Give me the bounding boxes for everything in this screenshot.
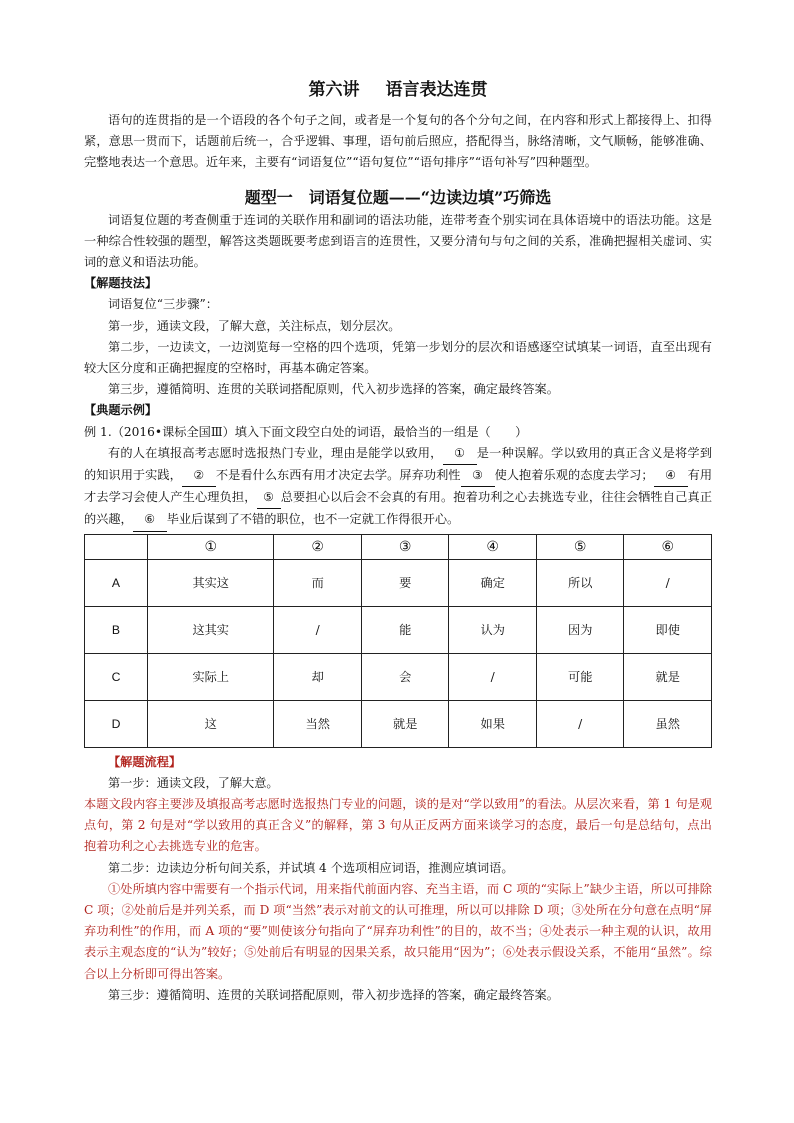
options-table: [84, 534, 712, 748]
solution-step-2-body: ①处所填内容中需要有一个指示代词，用来指代前面内容、充当主语，而 C 项的“实际上”缺少主语，所以可排除 C 项；②处前后是并列关系，而 D 项“当然”表示对前文的认可推理，所以可以排除 D 项；③处所在分句意在点明“屏弃功利性”的作用，而 A 项的“要”则使该分句指向了“屏弃功利性”的目的，故不当；④处表示一种主观的认识，故用表示主观态度的“认为”较好；⑤处前后有明显的因果关系，故只能用“因为”；⑥处表示假设关系，不能用“虽然”。综合以上分析即可得出答案。: [84, 881, 712, 981]
table-cell: /: [624, 559, 712, 606]
table-cell: 这其实: [148, 606, 274, 653]
page: [84, 78, 712, 1006]
table-cell: 这: [148, 700, 274, 747]
blank-3: ③: [461, 465, 495, 487]
table-header: ⑤: [536, 534, 624, 559]
table-cell: 当然: [274, 700, 362, 747]
table-cell: /: [536, 700, 624, 747]
table-header: ①: [148, 534, 274, 559]
table-header: ④: [449, 534, 537, 559]
table-cell: 因为: [536, 606, 624, 653]
option-label: D: [85, 700, 148, 747]
example-question: 例 1.（2016•课标全国Ⅲ）填入下面文段空白处的词语，最恰当的一组是（ ）: [84, 424, 528, 439]
solution-step-3-title: 第三步：遵循简明、连贯的关联词搭配原则，带入初步选择的答案，确定最终答案。: [108, 987, 559, 1002]
table-cell: 会: [361, 653, 449, 700]
lecture-topic: 语言表达连贯: [385, 80, 488, 100]
section-title: 题型一 词语复位题——“边读边填”巧筛选: [244, 187, 552, 207]
table-row-a: [85, 559, 712, 606]
passage-text: 总要担心以后会不会真的有用。抱着功利之心去挑选专业，往往会牺牲自己真正的兴趣，: [84, 490, 713, 527]
solution-step-2-title: 第二步：边读边分析句间关系，并试填 4 个选项相应词语，推测应填词语。: [108, 860, 514, 875]
table-cell: 却: [274, 653, 362, 700]
passage-text: 毕业后谋到了不错的职位，也不一定就工作得很开心。: [166, 512, 460, 527]
table-cell: 而: [274, 559, 362, 606]
section-intro: 词语复位题的考查侧重于连词的关联作用和副词的语法功能，连带考查个别实词在具体语境中的语法功能。这是一种综合性较强的题型，解答这类题既要考虑到语言的连贯性，又要分清句与句之间的关系，准确把握相关虚词、实词的意义和语法功能。: [84, 212, 712, 270]
solution-step-1-title: 第一步：通读文段，了解大意。: [108, 775, 279, 790]
option-label: C: [85, 653, 148, 700]
table-row-c: [85, 653, 712, 700]
option-label: A: [85, 559, 148, 606]
example-passage: [84, 443, 712, 532]
table-cell: /: [274, 606, 362, 653]
lecture-number: 第六讲: [308, 80, 360, 100]
table-row-b: [85, 606, 712, 653]
table-cell: 如果: [449, 700, 537, 747]
table-cell: 认为: [449, 606, 537, 653]
method-intro: 词语复位“三步骤”：: [108, 297, 218, 312]
lecture-title: [84, 78, 712, 102]
table-row-d: [85, 700, 712, 747]
table-header-blank: [85, 534, 148, 559]
method-step-2: 第二步，一边读文，一边浏览每一空格的四个选项，凭第一步划分的层次和语感逐空试填某一词语，直至出现有较大区分度和正确把握度的空格时，再基本确定答案。: [84, 339, 712, 376]
passage-text: 不是看什么东西有用才决定去学。屏弃功利性: [215, 468, 461, 483]
table-cell: 要: [361, 559, 449, 606]
passage-text: 使人抱着乐观的态度去学习；: [494, 468, 654, 483]
table-cell: 确定: [449, 559, 537, 606]
table-cell: /: [449, 653, 537, 700]
blank-5: ⑤: [257, 487, 281, 509]
method-heading: 【解题技法】: [84, 276, 158, 291]
table-cell: 就是: [624, 653, 712, 700]
solution-heading: 【解题流程】: [108, 754, 182, 769]
passage-text: 有用才去学习会使人产生心理负担，: [84, 468, 713, 505]
table-cell: 虽然: [624, 700, 712, 747]
blank-6: ⑥: [133, 509, 167, 531]
blank-4: ④: [654, 465, 688, 487]
table-header-row: [85, 534, 712, 559]
passage-text: 是一种误解。学以致用的真正含义是将学到的知识用于实践，: [84, 445, 713, 483]
table-cell: 就是: [361, 700, 449, 747]
table-cell: 所以: [536, 559, 624, 606]
method-step-1: 第一步，通读文段，了解大意，关注标点，划分层次。: [108, 318, 401, 333]
passage-text: 有的人在填报高考志愿时选报热门专业，理由是能学以致用，: [108, 445, 443, 460]
table-cell: 可能: [536, 653, 624, 700]
method-step-3: 第三步，遵循简明、连贯的关联词搭配原则，代入初步选择的答案，确定最终答案。: [108, 382, 559, 397]
option-label: B: [85, 606, 148, 653]
table-cell: 即使: [624, 606, 712, 653]
intro-paragraph: 语句的连贯指的是一个语段的各个句子之间，或者是一个复句的各个分句之间，在内容和形式上都接得上、扣得紧，意思一贯而下，话题前后统一，合乎逻辑、事理，语句前后照应，搭配得当，脉络清晰，文气顺畅，能够准确、完整地表达一个意思。近年来，主要有“词语复位”“语句复位”“语句排序”“语句补写”四种题型。: [84, 113, 712, 170]
blank-1: ①: [443, 443, 477, 465]
table-cell: 能: [361, 606, 449, 653]
table-cell: 实际上: [148, 653, 274, 700]
table-header: ②: [274, 534, 362, 559]
example-heading: 【典题示例】: [84, 403, 158, 418]
table-header: ⑥: [624, 534, 712, 559]
table-header: ③: [361, 534, 449, 559]
blank-2: ②: [182, 465, 216, 487]
solution-step-1-body: 本题文段内容主要涉及填报高考志愿时选报热门专业的问题，谈的是对“学以致用”的看法。从层次来看，第 1 句是观点句，第 2 句是对“学以致用的真正含义”的解释，第 3 句从正反两方面来谈学习的态度，最后一句是总结句，点出抱着功利之心去挑选专业的危害。: [84, 797, 712, 854]
table-cell: 其实这: [148, 559, 274, 606]
